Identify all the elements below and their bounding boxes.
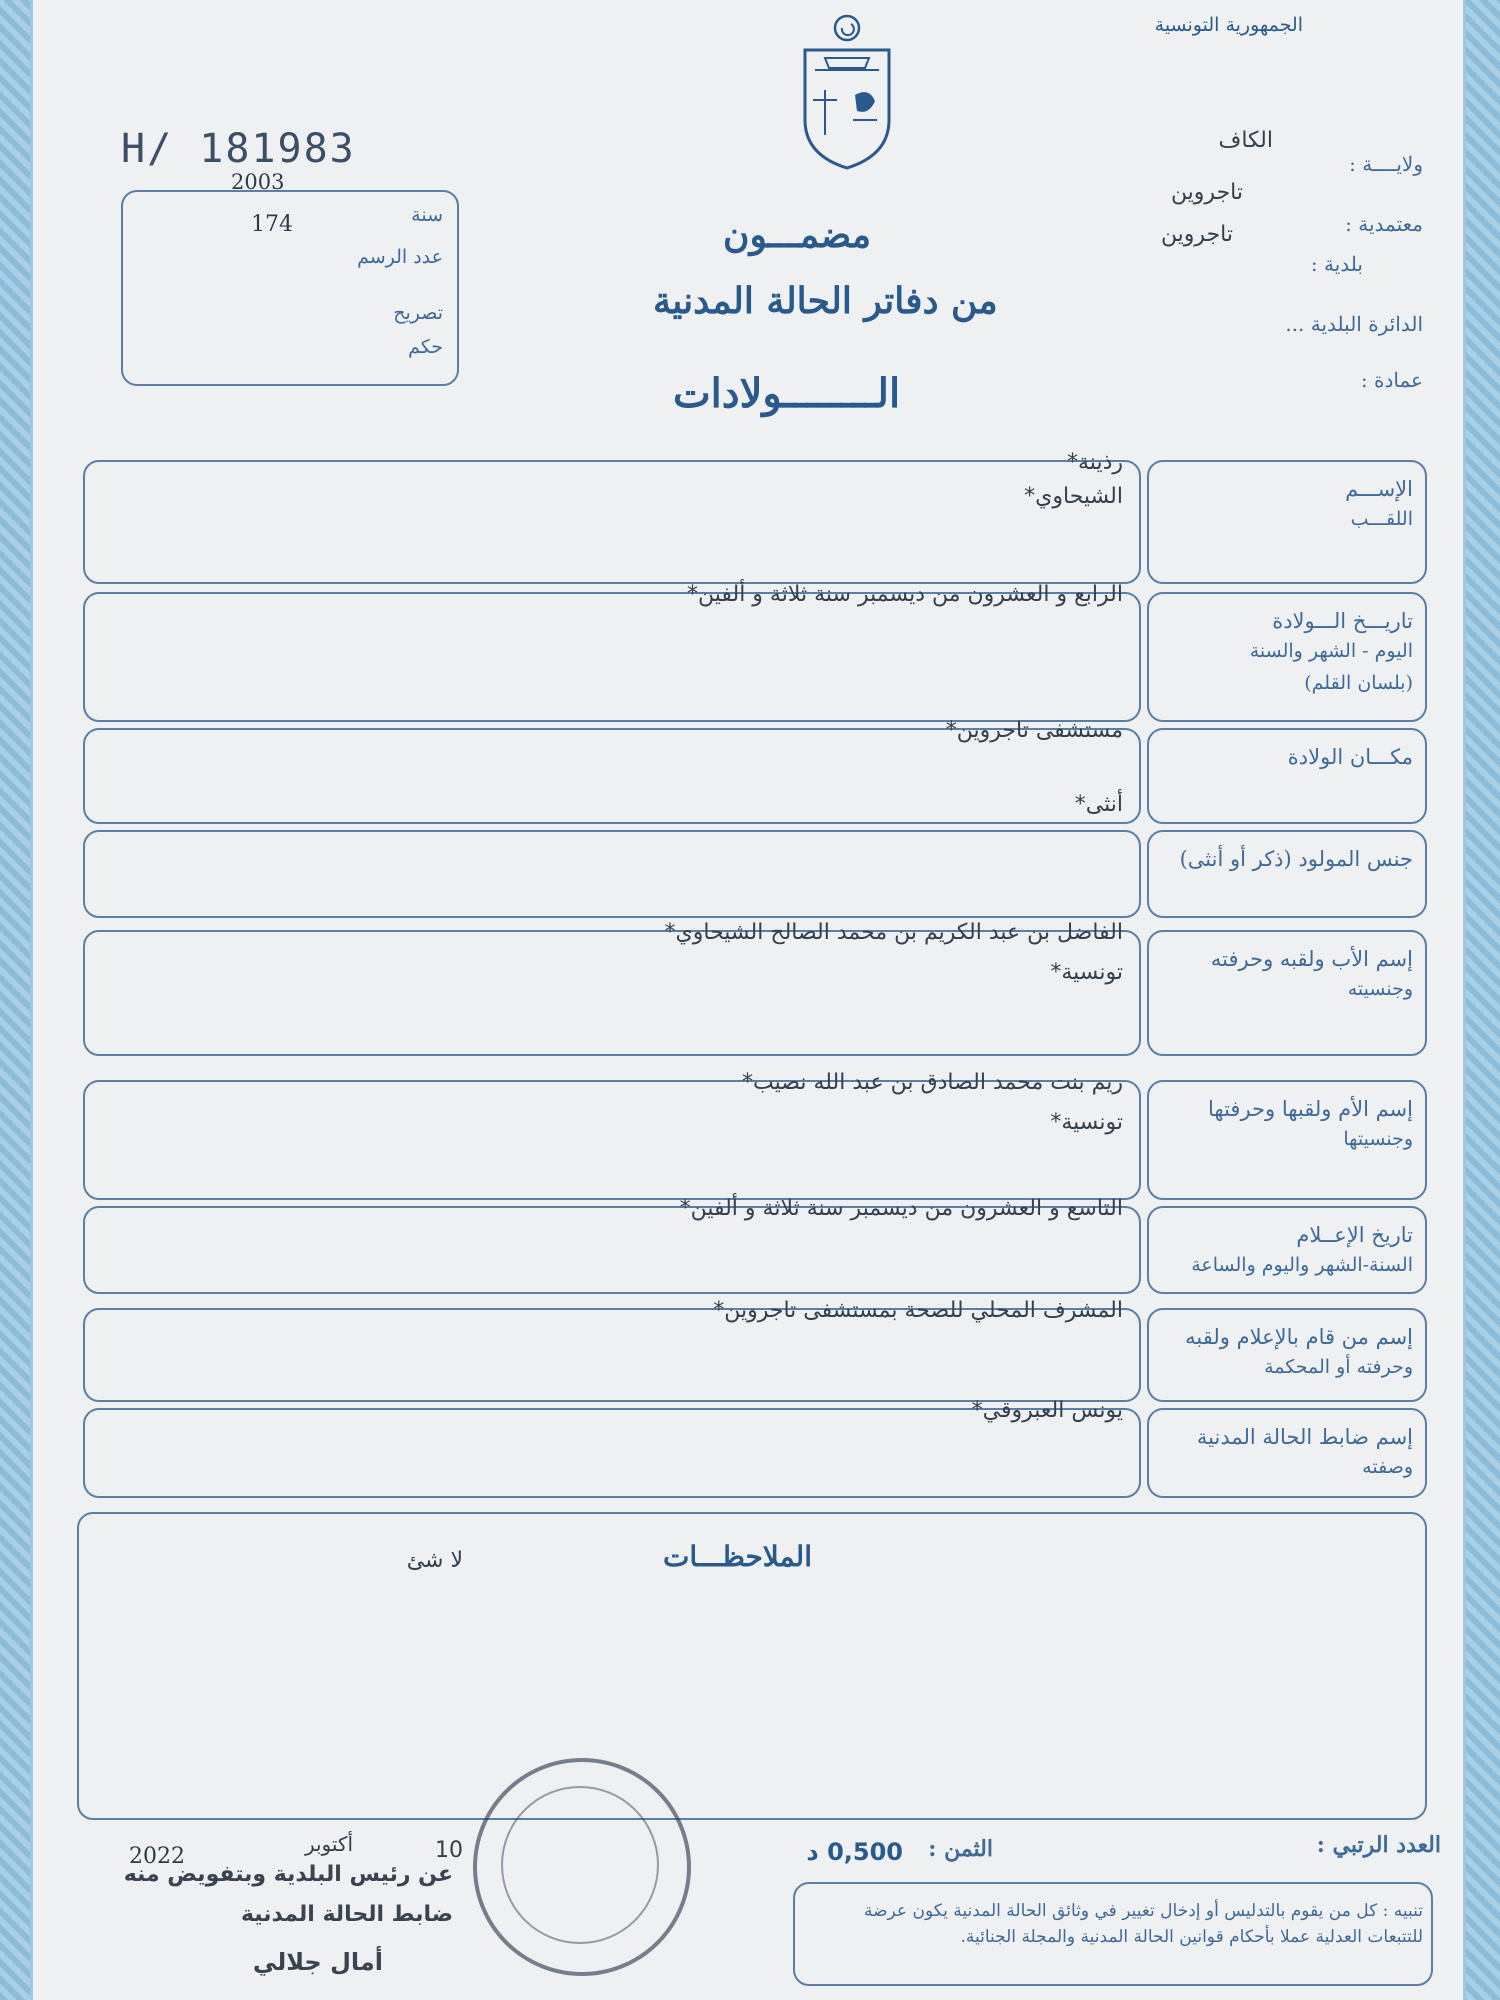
delegation-label: معتمدية : [1345, 212, 1423, 236]
wilaya-value: الكاف [1218, 128, 1273, 153]
omada-label: عمادة : [1360, 368, 1423, 392]
price-label: الثمن : [928, 1836, 993, 1862]
field-label2: اللقـــب [1350, 508, 1413, 530]
title-civil-records: من دفاتر الحالة المدنية [653, 280, 998, 322]
field-label1: تاريـــخ الـــولادة [1272, 609, 1413, 633]
field-value2: أنثى* [1074, 792, 1123, 817]
issue-day: 10 [435, 1838, 463, 1863]
signature-name: أمال جلالي [252, 1948, 383, 1976]
field-label1: تاريخ الإعــلام [1296, 1223, 1413, 1247]
field-label1: إسم الأم ولقبها وحرفتها [1208, 1097, 1413, 1121]
republic-title: الجمهورية التونسية [1154, 14, 1303, 36]
field-value1: رذينة* [1067, 450, 1123, 475]
field-label1: جنس المولود (ذكر أو أنثى) [1179, 847, 1413, 871]
field-value1: التاسع و العشرون من ديسمبر سنة ثلاثة و ألفين* [679, 1196, 1123, 1221]
field-value1: ريم بنت محمد الصادق بن عبد الله نصيب* [742, 1070, 1123, 1095]
registry-year-value: 2003 [231, 170, 285, 194]
field-label1: مكـــان الولادة [1287, 745, 1413, 769]
field-label2: اليوم - الشهر والسنة [1249, 640, 1413, 662]
field-label2: وصفته [1362, 1456, 1413, 1478]
title-extract: مضمـــون [723, 214, 871, 256]
remarks-value: لا شئ [406, 1548, 463, 1573]
municipal-district-label: الدائرة البلدية ... [1285, 312, 1423, 336]
field-label2: وجنسيته [1347, 978, 1413, 1000]
official-stamp [473, 1758, 691, 1976]
wilaya-label: ولايــــة : [1349, 152, 1423, 176]
field-value1: الفاضل بن عبد الكريم بن محمد الصالح الشيحاوي* [664, 920, 1123, 945]
field-label1: إسم من قام بالإعلام ولقبه [1185, 1325, 1413, 1349]
field-value-box [83, 592, 1141, 722]
signature-line-1: عن رئيس البلدية وبتفويض منه [123, 1862, 453, 1887]
field-value2: تونسية* [1050, 1110, 1123, 1135]
field-label1: إسم ضابط الحالة المدنية [1196, 1425, 1413, 1449]
field-label3: (بلسان القلم) [1304, 672, 1413, 694]
field-value-box [83, 1080, 1141, 1200]
price-value: 0,500 د [806, 1838, 903, 1866]
field-label2: وحرفته أو المحكمة [1264, 1356, 1413, 1378]
field-value1: يونس العبروقي* [971, 1398, 1123, 1423]
field-label2: وجنسيتها [1343, 1128, 1413, 1150]
field-value-box [83, 830, 1141, 918]
field-value-box [83, 460, 1141, 584]
field-label1: الإســـم [1345, 477, 1413, 501]
issue-month: أكتوبر [304, 1832, 353, 1856]
municipality-label: بلدية : [1310, 252, 1363, 276]
issue-year: 2022 [129, 1844, 185, 1869]
notice-text: تنبيه : كل من يقوم بالتدليس أو إدخال تغيير في وثائق الحالة المدنية يكون عرضة للتتبعات العدلية عملا بأحكام قوانين الحالة المدنية والمجلة الجنائية. [864, 1901, 1423, 1948]
field-value1: المشرف المحلي للصحة بمستشفى تاجروين* [713, 1298, 1123, 1323]
field-value2: تونسية* [1050, 960, 1123, 985]
delegation-value: تاجروين [1170, 180, 1243, 205]
field-value2: الشيحاوي* [1024, 484, 1123, 509]
ordinal-label: العدد الرتبي : [1316, 1832, 1441, 1858]
signature-line-2: ضابط الحالة المدنية [240, 1902, 453, 1927]
registry-judgment-label: حكم [408, 336, 443, 358]
registry-year-label: سنة [411, 204, 443, 226]
field-label1: إسم الأب ولقبه وحرفته [1210, 947, 1413, 971]
registry-number-label: عدد الرسم [357, 246, 443, 268]
remarks-label: الملاحظـــات [663, 1540, 812, 1573]
serial-number: H/ 181983 [121, 126, 356, 172]
field-value1: الرابع و العشرون من ديسمبر سنة ثلاثة و ألفين* [686, 582, 1123, 607]
field-value1: مستشفى تاجروين* [945, 718, 1123, 743]
tunisia-emblem-icon [795, 10, 899, 170]
document-sheet [30, 0, 1466, 2000]
title-births: الــــــــولادات [673, 370, 901, 417]
field-label2: السنة-الشهر واليوم والساعة [1191, 1254, 1413, 1276]
municipality-value: تاجروين [1160, 222, 1233, 247]
registry-declaration-label: تصريح [393, 302, 443, 324]
registry-number-value: 174 [251, 212, 293, 237]
field-value-box [83, 930, 1141, 1056]
